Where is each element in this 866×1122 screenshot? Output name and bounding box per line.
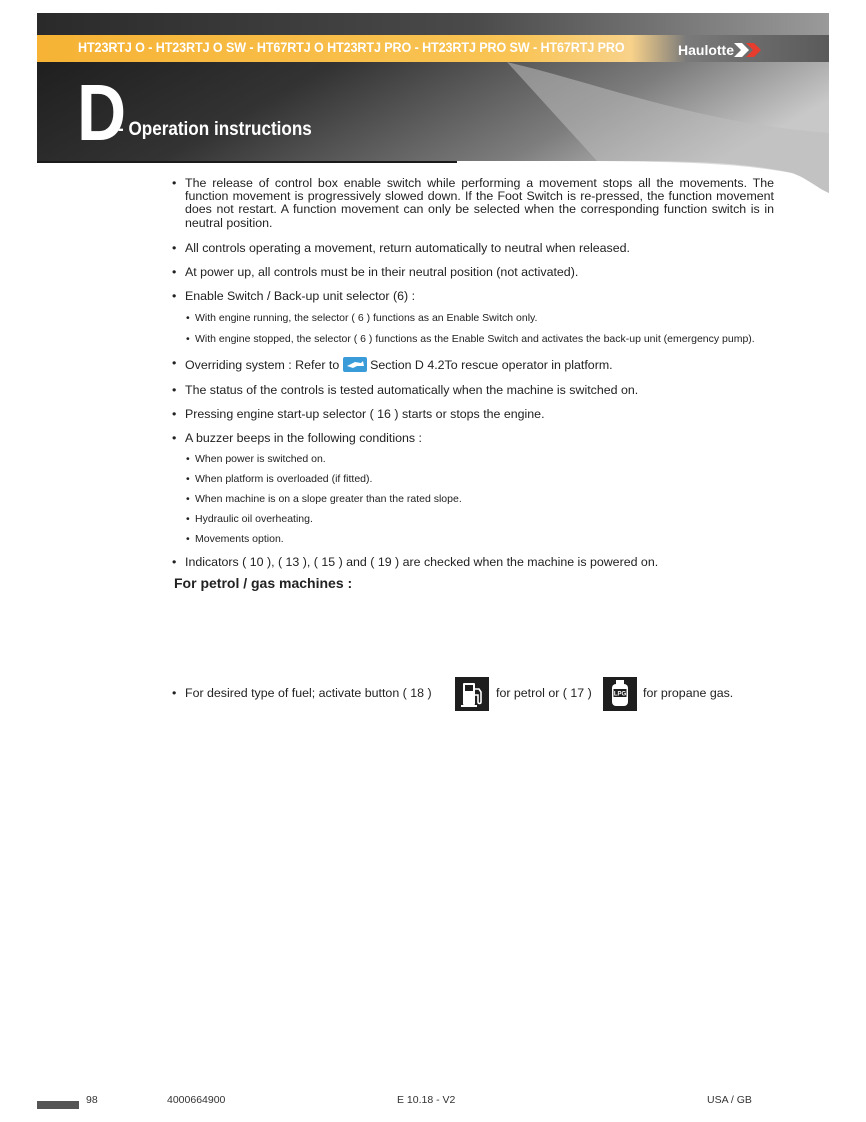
buzzer-item: • Movements option. [186, 533, 774, 545]
main-content [172, 177, 774, 591]
model-list: HT23RTJ O - HT23RTJ O SW - HT67RTJ O HT23RTJ PRO - HT23RTJ PRO SW - HT67RTJ PRO [78, 40, 625, 55]
buzzer-item: • Hydraulic oil overheating. [186, 513, 774, 525]
overriding-link[interactable]: Section D 4.2To rescue operator in platform. [370, 358, 613, 373]
sub-engine-stopped: • With engine stopped, the selector ( 6 ) functions as the Enable Switch and activates the back-up unit (emergency pump). [186, 333, 774, 345]
buzzer-item: • When platform is overloaded (if fitted). [186, 473, 774, 485]
para-buzzer: • A buzzer beeps in the following conditions : [172, 432, 774, 445]
para-overriding-system [172, 357, 774, 372]
brand-chevron-icon [734, 43, 768, 57]
lpg-label: LPG [613, 691, 627, 698]
para-indicators: • Indicators ( 10 ), ( 13 ), ( 15 ) and ( 19 ) are checked when the machine is powered on. [172, 556, 774, 569]
lpg-tank-icon[interactable] [603, 677, 637, 711]
section-title: - Operation instructions [118, 119, 312, 140]
fuel-text-part1: For desired type of fuel; activate button ( 18 ) [185, 686, 432, 700]
fuel-text-part3: for propane gas. [643, 686, 734, 700]
para-power-up: • At power up, all controls must be in their neutral position (not activated). [172, 266, 774, 279]
page-number: 98 [86, 1094, 98, 1106]
para-status-test: • The status of the controls is tested automatically when the machine is switched on. [172, 384, 774, 397]
buzzer-item: • When machine is on a slope greater than the rated slope. [186, 493, 774, 505]
fuel-text-part2: for petrol or ( 17 ) [496, 686, 592, 700]
region: USA / GB [707, 1094, 752, 1106]
para-enable-selector: • Enable Switch / Back-up unit selector (6) : [172, 290, 774, 303]
fuel-pump-icon[interactable] [455, 677, 489, 711]
para-controls-neutral: • All controls operating a movement, return automatically to neutral when released. [172, 242, 774, 255]
book-arrow-icon[interactable] [343, 357, 367, 372]
para-enable-switch-release: • The release of control box enable switch while performing a movement stops all the movements. The function movement is progressively slowed down. If the Foot Switch is re-pressed, the function movement does not restart. A function movement can only be selected when the corresponding function switch is in neutral position. [172, 177, 774, 230]
doc-number: 4000664900 [167, 1094, 226, 1106]
edition: E 10.18 - V2 [397, 1094, 456, 1106]
overriding-text: Overriding system : Refer to [185, 358, 340, 373]
petrol-gas-heading: For petrol / gas machines : [174, 575, 353, 592]
buzzer-item: • When power is switched on. [186, 453, 774, 465]
section-letter: D [77, 68, 127, 157]
brand-logo: Haulotte [678, 42, 734, 58]
footer-bar [37, 1101, 79, 1109]
sub-engine-running: • With engine running, the selector ( 6 ) functions as an Enable Switch only. [186, 312, 774, 324]
page-header [37, 13, 829, 193]
para-engine-start: • Pressing engine start-up selector ( 16 ) starts or stops the engine. [172, 408, 774, 421]
